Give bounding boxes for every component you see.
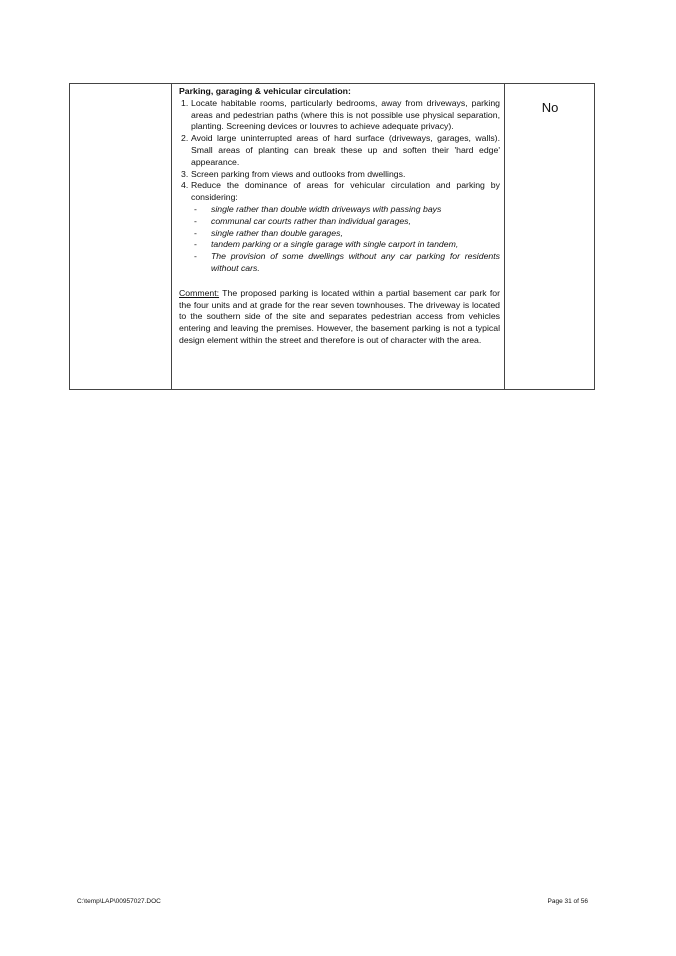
sub-item-text: The provision of some dwellings without any car parking for residents without cars. — [211, 251, 500, 273]
dash-bullet: - — [194, 227, 197, 238]
compliance-status: No — [541, 100, 559, 115]
item-text: Locate habitable rooms, particularly bedrooms, away from driveways, parking areas and pedestrian paths (where this is not possible use physical separation, planting. Screening devices or louvres to achieve adequate privacy). — [191, 97, 500, 132]
section-heading: Parking, garaging & vehicular circulation: — [179, 86, 351, 96]
item-number: 2. — [181, 133, 189, 144]
comment-label: Comment: — [179, 287, 220, 298]
sub-list-item — [179, 228, 500, 240]
status-column — [504, 84, 595, 389]
dash-bullet: - — [194, 251, 197, 262]
assessment-table — [69, 83, 595, 390]
criteria-column — [179, 86, 500, 355]
item-number: 3. — [181, 168, 189, 179]
comment-text: The proposed parking is located within a partial basement car park for the four units and at grade for the rear seven townhouses. The driveway is located to the southern side of the site and separates pedestrian access from vehicles entering and leaving the premises. However, the basement parking is not a typical design element within the street and therefore is out of character with the area. — [179, 287, 500, 345]
dash-bullet: - — [194, 239, 197, 250]
sub-list-item — [179, 216, 500, 228]
sub-list-item — [179, 251, 500, 275]
item-number: 1. — [181, 97, 189, 108]
dash-bullet: - — [194, 215, 197, 226]
comment-paragraph — [179, 288, 500, 347]
dash-bullet: - — [194, 203, 197, 214]
list-item — [179, 133, 500, 168]
footer-page-number: Page 31 of 56 — [547, 898, 588, 905]
item-number: 4. — [181, 180, 189, 191]
sub-list-item — [179, 204, 500, 216]
sub-item-text: communal car courts rather than individual garages, — [211, 215, 411, 226]
blank-column — [70, 84, 172, 389]
list-item — [179, 169, 500, 181]
sub-item-text: single rather than double width driveways with passing bays — [211, 203, 442, 214]
item-text: Reduce the dominance of areas for vehicular circulation and parking by considering: — [191, 180, 500, 203]
sub-item-text: single rather than double garages, — [211, 227, 343, 238]
sub-item-text: tandem parking or a single garage with single carport in tandem, — [211, 239, 459, 250]
item-text: Screen parking from views and outlooks from dwellings. — [191, 168, 406, 179]
item-text: Avoid large uninterrupted areas of hard surface (driveways, garages, walls). Small areas of planting can break these up and soften their 'hard edge' appearance. — [191, 133, 500, 167]
footer-file-path: C:\temp\LAP\00957027.DOC — [77, 898, 161, 905]
sub-list-item — [179, 239, 500, 251]
list-item — [179, 180, 500, 204]
list-item — [179, 98, 500, 133]
